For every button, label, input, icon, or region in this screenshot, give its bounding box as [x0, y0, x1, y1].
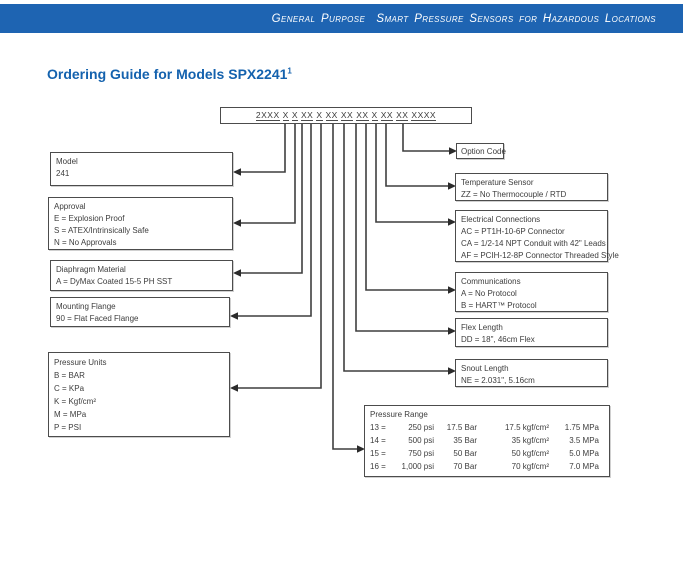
box-option: K = Kgf/cm²: [54, 397, 97, 406]
model-box: [50, 152, 233, 186]
pressure-range-row: [370, 460, 604, 473]
code-segment: XX: [301, 109, 314, 120]
box-option: DD = 18", 46cm Flex: [461, 335, 535, 344]
range-bar: 70 Bar: [453, 462, 477, 471]
range-kgf: 70 kgf/cm²: [511, 462, 549, 471]
range-mpa: 1.75 MPa: [564, 423, 599, 432]
pressure-units-box: [48, 352, 230, 437]
code-segment: XX: [396, 109, 409, 120]
box-option: 241: [56, 169, 70, 178]
box-option: AC = PT1H-10-6P Connector: [461, 227, 565, 236]
box-title: Mounting Flange: [56, 302, 116, 311]
box-option: P = PSI: [54, 423, 82, 432]
range-mpa: 3.5 MPa: [569, 436, 599, 445]
box-option: AF = PCIH-12-8P Connector Threaded Style: [461, 251, 619, 260]
range-code: 14 =: [370, 436, 386, 445]
box-option: NE = 2.031", 5.16cm: [461, 376, 535, 385]
box-option: CA = 1/2-14 NPT Conduit with 42" Leads: [461, 239, 606, 248]
communications-box: [455, 272, 608, 312]
box-title: Option Code: [461, 147, 506, 156]
box-option: 90 = Flat Faced Flange: [56, 314, 139, 323]
box-title: Snout Length: [461, 364, 509, 373]
box-title: Pressure Range: [370, 410, 428, 419]
code-segment: XX: [340, 109, 354, 120]
box-option: C = KPa: [54, 384, 85, 393]
box-option: E = Explosion Proof: [54, 214, 125, 223]
code-segment: XX: [325, 109, 338, 120]
box-title: Diaphragm Material: [56, 265, 126, 274]
range-kgf: 17.5 kgf/cm²: [504, 423, 549, 432]
range-psi: 500 psi: [408, 436, 434, 445]
banner-text: General Purpose Smart Pressure Sensors for Hazardous Locations: [271, 12, 656, 25]
header-banner: [0, 4, 683, 33]
code-segment: XXXX: [411, 109, 437, 120]
box-option: A = No Protocol: [461, 289, 517, 298]
code-segment: X: [291, 109, 298, 120]
box-option: ZZ = No Thermocouple / RTD: [461, 190, 567, 199]
approval-box: [48, 197, 233, 250]
code-segment: X: [371, 109, 378, 120]
snout-length-box: [455, 359, 608, 387]
range-mpa: 7.0 MPa: [569, 462, 599, 471]
pressure-range-row: [370, 434, 604, 447]
box-title: Model: [56, 157, 78, 166]
range-kgf: 35 kgf/cm²: [511, 436, 549, 445]
range-code: 15 =: [370, 449, 386, 458]
box-title: Electrical Connections: [461, 215, 541, 224]
range-code: 13 =: [370, 423, 386, 432]
range-psi: 250 psi: [408, 423, 434, 432]
box-title: Communications: [461, 277, 521, 286]
range-mpa: 5.0 MPa: [569, 449, 599, 458]
electrical-connections-box: [455, 210, 619, 262]
page-title-text: Ordering Guide for Models SPX2241: [47, 66, 288, 82]
page-title-footnote: 1: [287, 66, 292, 76]
diaphragm-material-box: [50, 260, 233, 291]
ordering-code-box: [220, 107, 472, 124]
code-segment: XX: [356, 109, 369, 120]
pressure-range-row: [370, 421, 604, 434]
box-option: N = No Approvals: [54, 238, 117, 247]
option-code-box: [456, 143, 504, 159]
box-option: M = MPa: [54, 410, 87, 419]
range-bar: 35 Bar: [453, 436, 477, 445]
box-option: B = BAR: [54, 371, 85, 380]
code-segment: 2XXX: [255, 109, 280, 120]
box-title: Flex Length: [461, 323, 503, 332]
temperature-sensor-box: [455, 173, 608, 201]
box-option: S = ATEX/Intrinsically Safe: [54, 226, 149, 235]
pressure-range-box: [364, 405, 610, 477]
mounting-flange-box: [50, 297, 230, 327]
page-title: [47, 66, 292, 82]
range-kgf: 50 kgf/cm²: [511, 449, 549, 458]
code-segment: X: [282, 109, 289, 120]
range-psi: 750 psi: [408, 449, 434, 458]
range-code: 16 =: [370, 462, 386, 471]
pressure-range-row: [370, 447, 604, 460]
box-title: Temperature Sensor: [461, 178, 534, 187]
range-bar: 50 Bar: [453, 449, 477, 458]
range-psi: 1,000 psi: [401, 462, 434, 471]
box-option: A = DyMax Coated 15-5 PH SST: [56, 277, 173, 286]
box-title: Approval: [54, 202, 86, 211]
code-segment: XX: [380, 109, 394, 120]
code-segment: X: [316, 109, 323, 120]
box-title: Pressure Units: [54, 358, 107, 367]
box-option: B = HART™ Protocol: [461, 301, 537, 310]
flex-length-box: [455, 318, 608, 347]
range-bar: 17.5 Bar: [446, 423, 477, 432]
